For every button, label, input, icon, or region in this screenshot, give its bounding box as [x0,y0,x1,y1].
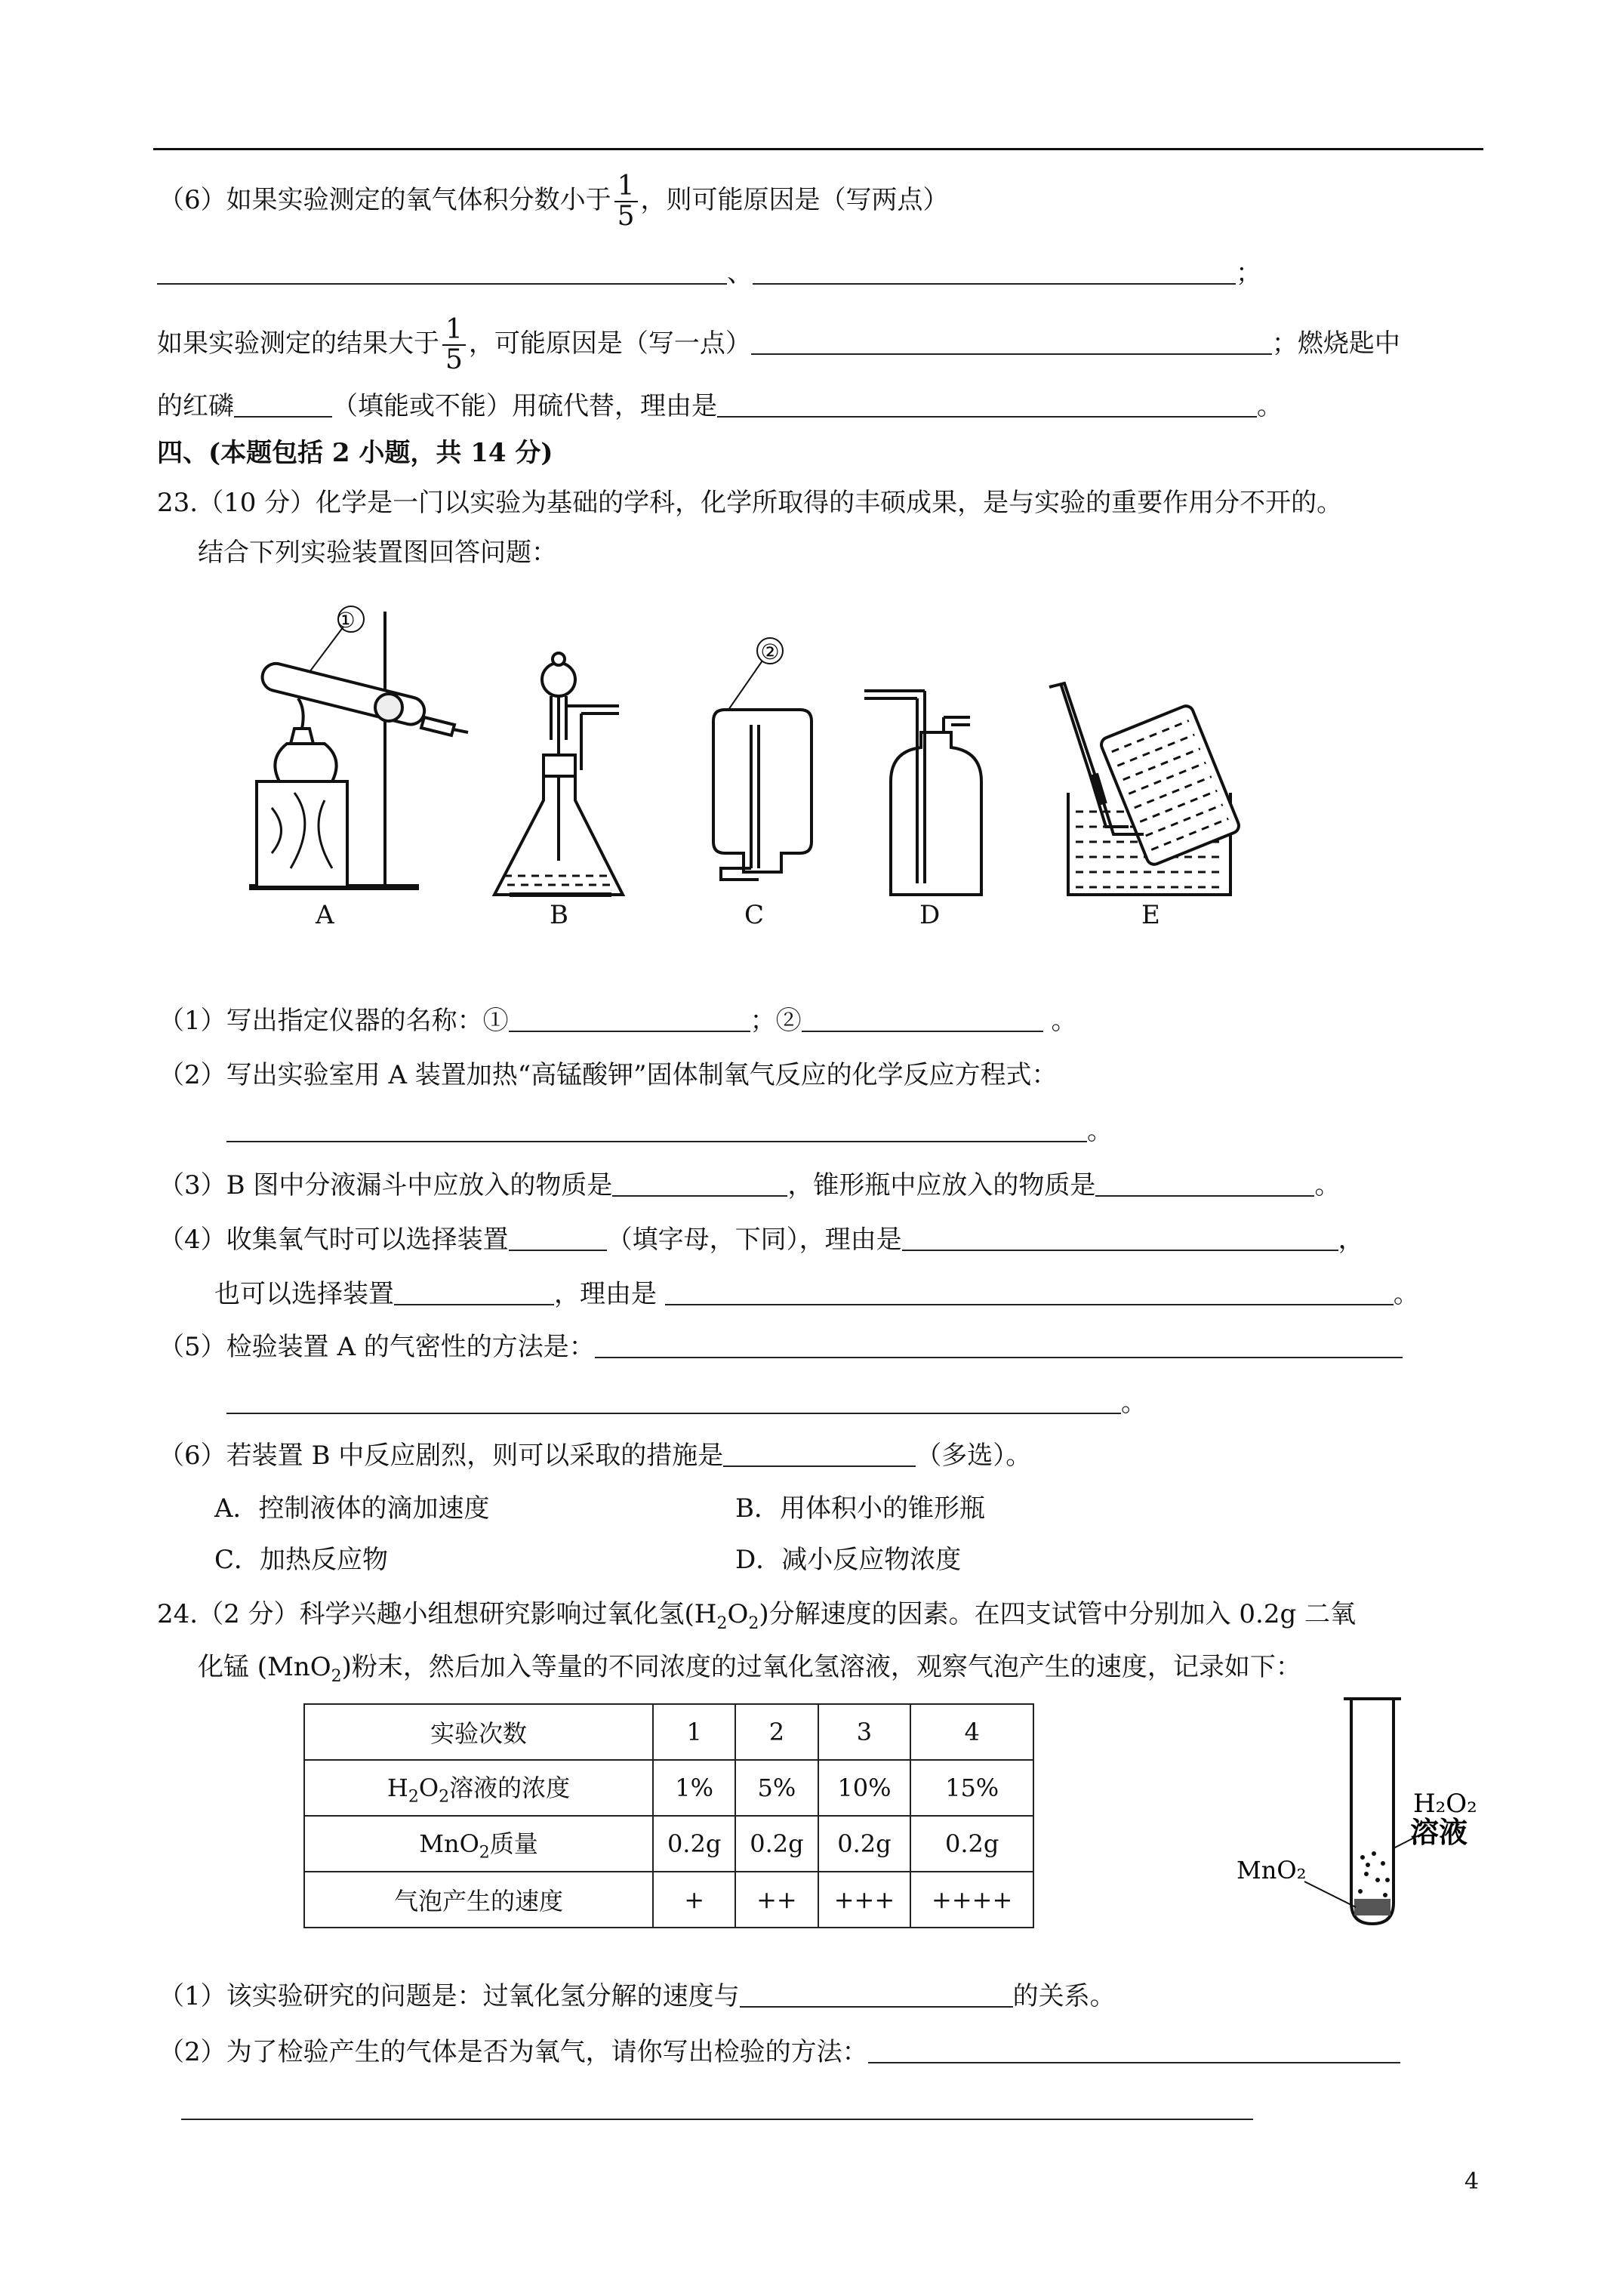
apparatus-b [494,653,623,895]
answer-blank[interactable] [509,1224,607,1251]
q22-answer-line-1: 、 ； [157,257,1261,290]
answer-blank[interactable] [595,1331,1403,1358]
fraction-one-fifth: $\frac{1}{5}$ [614,172,638,231]
fig-mno2-label: MnO₂ [1236,1856,1307,1885]
q23-option-a: A．控制液体的滴加速度 [214,1493,490,1524]
apparatus-label-b: B [550,900,568,930]
table-cell: 5% [735,1760,818,1816]
table-cell: 0.2g [653,1816,735,1872]
table-row [304,1872,1033,1928]
q22-red-phosphorus-line: 的红磷 （填能或不能）用硫代替，理由是 。 [157,391,1283,421]
table-row [304,1760,1033,1816]
apparatus-label-e: E [1141,900,1160,930]
table-cell: 实验次数 [304,1704,653,1760]
apparatus-d [864,691,981,895]
table-cell: 0.2g [818,1816,911,1872]
apparatus-label-d: D [919,900,941,930]
apparatus-e [1049,683,1241,895]
q23-sub2-answer: 。 [226,1114,1113,1148]
fraction-one-fifth: $\frac{1}{5}$ [442,316,466,374]
results-table [303,1703,1034,1928]
table-cell: 2 [735,1704,818,1760]
q22-part6-text: （6）如果实验测定的氧气体积分数小于 [159,185,611,215]
answer-blank[interactable] [234,390,332,418]
q23-sub1: （1）写出指定仪器的名称：① ；② 。 [159,1006,1077,1036]
answer-blank[interactable] [226,1115,1087,1142]
q23-sub3: （3）B 图中分液漏斗中应放入的物质是 ，锥形瓶中应放入的物质是 。 [159,1170,1341,1200]
apparatus-c [713,638,812,880]
q22-part6 [159,172,949,231]
table-cell: 0.2g [735,1816,818,1872]
q24-intro-2: 化锰 (MnO$_2$)粉末，然后加入等量的不同浓度的过氧化氢溶液，观察气泡产生的速度，记录如下： [198,1652,1301,1686]
answer-blank[interactable] [226,1387,1121,1414]
table-cell: 10% [818,1760,911,1816]
q23-sub5: （5）检验装置 A 的气密性的方法是： [159,1330,1403,1364]
table-cell: ++++ [910,1872,1033,1928]
answer-blank[interactable] [181,2119,1253,2120]
table-row [304,1704,1033,1760]
q22-part6-suffix: ，则可能原因是（写两点） [640,185,949,215]
test-tube-figure [1223,1684,1495,1940]
q23-option-b: B．用体积小的锥形瓶 [735,1493,985,1524]
apparatus-figure [226,589,1283,944]
answer-blank[interactable] [157,257,727,285]
q23-sub5-cont: 。 [226,1386,1147,1419]
answer-blank[interactable] [740,1980,1013,2008]
page-number: 4 [1464,2168,1480,2195]
q24-sub2: （2）为了检验产生的气体是否为氧气，请你写出检验的方法： [159,2036,1400,2069]
marker-1: ① [336,608,356,633]
table-cell: +++ [818,1872,911,1928]
answer-blank[interactable] [751,328,1272,355]
table-cell: 0.2g [910,1816,1033,1872]
q23-sub2: （2）写出实验室用 A 装置加热“高锰酸钾”固体制氧气反应的化学反应方程式： [159,1060,1058,1090]
answer-blank[interactable] [612,1170,787,1197]
q23-sub4: （4）收集氧气时可以选择装置 （填字母，下同），理由是 ， [159,1225,1364,1255]
q23-option-d: D．减小反应物浓度 [735,1545,962,1575]
answer-blank[interactable] [665,1278,1394,1305]
table-cell: 1% [653,1760,735,1816]
table-cell: 气泡产生的速度 [304,1872,653,1928]
table-cell: ++ [735,1872,818,1928]
q24-sub1: （1）该实验研究的问题是：过氧化氢分解的速度与 的关系。 [159,1981,1116,2011]
answer-blank[interactable] [717,390,1257,418]
q23-sub4-cont: 也可以选择装置 ，理由是 。 [214,1279,1419,1309]
section-title: 四、(本题包括 2 小题，共 14 分) [157,438,553,468]
q24-intro: 24.（2 分）科学兴趣小组想研究影响过氧化氢$(H_2O_2)$分解速度的因素。在四支试管中分别加入 0.2g 二氧 [157,1599,1357,1633]
table-cell: 4 [910,1704,1033,1760]
table-cell: + [653,1872,735,1928]
marker-2: ② [760,639,780,664]
answer-blank[interactable] [394,1278,554,1305]
answer-blank[interactable] [902,1224,1338,1251]
q23-intro: 23.（10 分）化学是一门以实验为基础的学科，化学所取得的丰硕成果，是与实验的重要作用分不开的。 [157,488,1343,518]
table-cell: 3 [818,1704,911,1760]
q23-option-c: C．加热反应物 [214,1545,389,1575]
apparatus-label-a: A [316,900,334,930]
answer-blank[interactable] [868,2036,1400,2063]
q23-sub6: （6）若装置 B 中反应剧烈，则可以采取的措施是 （多选）。 [159,1441,1032,1471]
answer-blank[interactable] [723,1440,916,1467]
fig-solution-label: 溶液 [1410,1815,1468,1849]
apparatus-label-c: C [744,900,765,930]
fig-h2o2-label: H₂O₂ [1413,1789,1477,1819]
table-row [304,1816,1033,1872]
q23-intro-2: 结合下列实验装置图回答问题： [198,538,557,568]
table-cell: MnO$_2$质量 [304,1816,653,1872]
q22-greater-line: 如果实验测定的结果大于 $\frac{1}{5}$ ，可能原因是（写一点） ；燃烧匙中 [157,314,1400,375]
apparatus-a [249,606,468,887]
table-cell: 1 [653,1704,735,1760]
header-rule [153,148,1483,150]
answer-blank[interactable] [753,257,1236,285]
table-cell: 15% [910,1760,1033,1816]
answer-blank[interactable] [802,1005,1043,1032]
answer-blank[interactable] [509,1005,750,1032]
table-cell: $H_2O_2$溶液的浓度 [304,1760,653,1816]
answer-blank[interactable] [1095,1170,1314,1197]
